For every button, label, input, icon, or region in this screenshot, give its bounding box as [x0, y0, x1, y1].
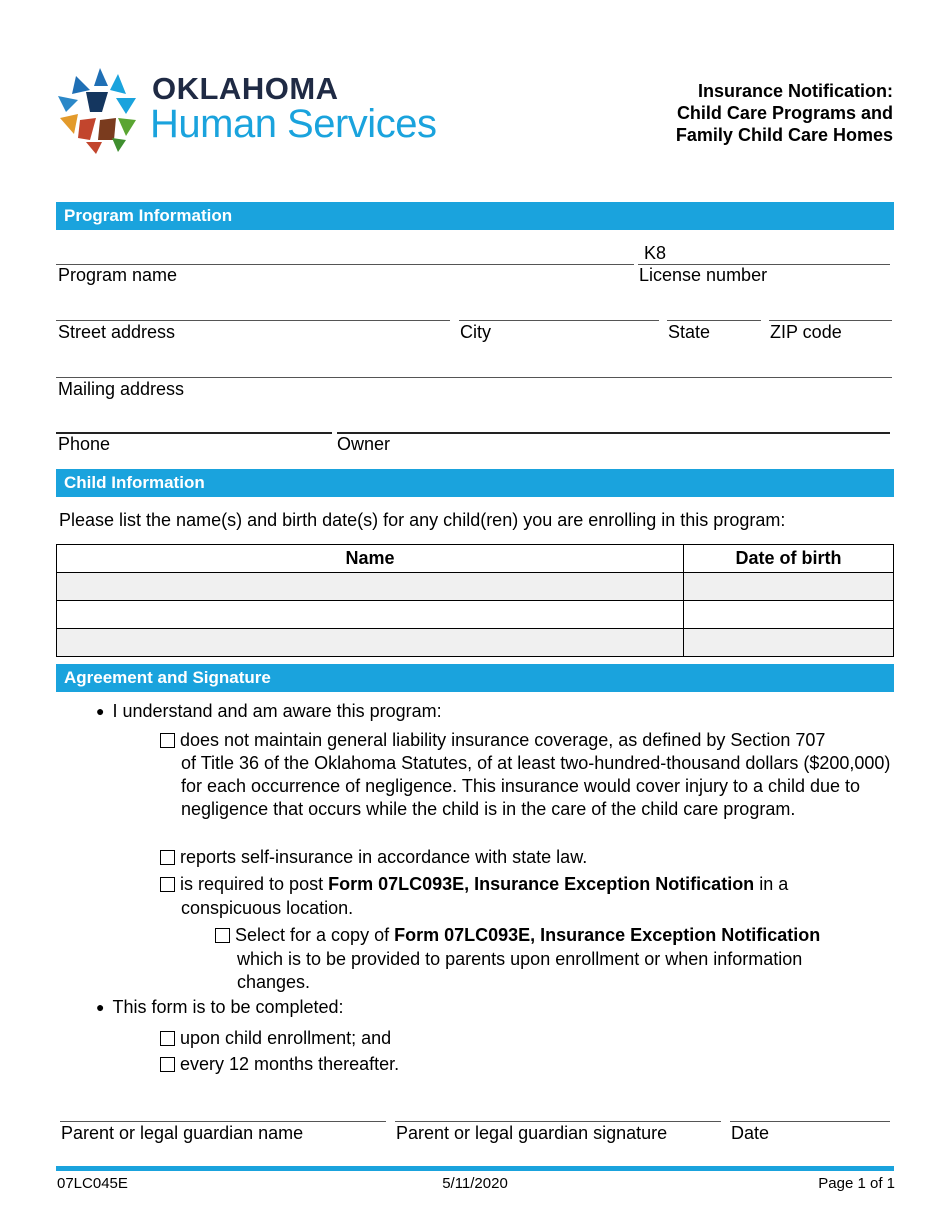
col-name-header: Name [57, 545, 684, 573]
phone-label: Phone [58, 434, 111, 454]
agreement-header: Agreement and Signature [56, 664, 894, 692]
state-field[interactable] [667, 320, 761, 321]
no-insurance-text: does not maintain general liability insurance coverage, as defined by Section 707 [180, 730, 826, 750]
self-insurance-text: reports self-insurance in accordance with state law. [180, 847, 588, 867]
child-name-cell[interactable] [57, 629, 684, 657]
item-self-insurance [160, 846, 587, 869]
enrollment-text: upon child enrollment; and [180, 1028, 392, 1048]
footer-form-number: 07LC045E [57, 1175, 128, 1192]
footer-date: 5/11/2020 [442, 1175, 508, 1192]
twelve-months-checkbox[interactable] [160, 1057, 175, 1072]
state-label: State [668, 322, 711, 342]
post-form-continued: conspicuous location. [181, 898, 354, 918]
mailing-address-label: Mailing address [58, 379, 185, 399]
bullet-icon: ● [96, 703, 105, 719]
date-label: Date [731, 1123, 770, 1143]
item-post-form [160, 873, 890, 896]
bullet-understand [96, 700, 442, 723]
no-insurance-continued: of Title 36 of the Oklahoma Statutes, of at least two-hundred-thousand dollars ($200,000) for each occurrence of negligence. This insurance would cover injury to a child due to negligence that occurs while the child is in the care of the child care program. [181, 753, 891, 819]
mailing-address-field[interactable] [56, 377, 892, 378]
post-form-text-pre: is required to post [180, 874, 329, 894]
bullet-icon: ● [96, 999, 105, 1015]
child-dob-cell[interactable] [684, 601, 894, 629]
zip-code-label: ZIP code [770, 322, 842, 342]
street-address-label: Street address [58, 322, 176, 342]
zip-code-field[interactable] [769, 320, 892, 321]
title-line2: Child Care Programs and [676, 103, 893, 123]
guardian-signature-label: Parent or legal guardian signature [396, 1123, 668, 1143]
table-row [57, 629, 894, 657]
owner-label: Owner [337, 434, 391, 454]
bullet-understand-text: I understand and am aware this program: [112, 701, 442, 721]
guardian-signature-field[interactable] [395, 1121, 721, 1122]
city-label: City [460, 322, 491, 342]
program-name-label: Program name [58, 265, 178, 285]
copy-form-checkbox[interactable] [215, 928, 230, 943]
post-form-form-name: Form 07LC093E, Insurance Exception Notification [328, 874, 755, 894]
city-field[interactable] [459, 320, 659, 321]
child-name-cell[interactable] [57, 601, 684, 629]
footer-rule [56, 1166, 894, 1171]
license-number-label: License number [639, 265, 768, 285]
title-line3: Family Child Care Homes [675, 125, 893, 145]
enrollment-checkbox[interactable] [160, 1031, 175, 1046]
col-dob-header: Date of birth [684, 545, 894, 573]
logo-line2: Human Services [150, 102, 437, 146]
child-dob-cell[interactable] [684, 629, 894, 657]
copy-form-continued: which is to be provided to parents upon enrollment or when information changes. [237, 949, 803, 992]
form-title [676, 80, 893, 146]
child-info-header: Child Information [56, 469, 894, 497]
self-insurance-checkbox[interactable] [160, 850, 175, 865]
child-name-cell[interactable] [57, 573, 684, 601]
bullet-completed [96, 996, 344, 1019]
child-dob-cell[interactable] [684, 573, 894, 601]
item-enrollment [160, 1027, 391, 1050]
no-insurance-checkbox[interactable] [160, 733, 175, 748]
agency-logo [56, 68, 466, 154]
item-no-insurance [160, 729, 890, 752]
table-row [57, 573, 894, 601]
title-line1: Insurance Notification: [697, 81, 893, 101]
copy-form-form-name: Form 07LC093E, Insurance Exception Notification [394, 925, 821, 945]
logo-line1: OKLAHOMA [152, 71, 339, 106]
post-form-checkbox[interactable] [160, 877, 175, 892]
copy-form-text-pre: Select for a copy of [235, 925, 395, 945]
twelve-months-text: every 12 months thereafter. [180, 1054, 400, 1074]
footer-page: Page 1 of 1 [818, 1175, 895, 1192]
children-table [56, 544, 894, 657]
guardian-name-label: Parent or legal guardian name [61, 1123, 304, 1143]
guardian-name-field[interactable] [60, 1121, 386, 1122]
star-logo-icon [56, 68, 138, 154]
street-address-field[interactable] [56, 320, 450, 321]
date-field[interactable] [730, 1121, 890, 1122]
bullet-completed-text: This form is to be completed: [112, 997, 344, 1017]
owner-field[interactable] [337, 432, 890, 434]
item-copy-form [215, 924, 885, 947]
child-instruction: Please list the name(s) and birth date(s) for any child(ren) you are enrolling in this program: [59, 510, 786, 530]
post-form-text-post: in a [754, 874, 789, 894]
license-number-value[interactable]: K8 [644, 243, 667, 263]
program-info-header: Program Information [56, 202, 894, 230]
table-row [57, 601, 894, 629]
item-12-months [160, 1053, 399, 1076]
